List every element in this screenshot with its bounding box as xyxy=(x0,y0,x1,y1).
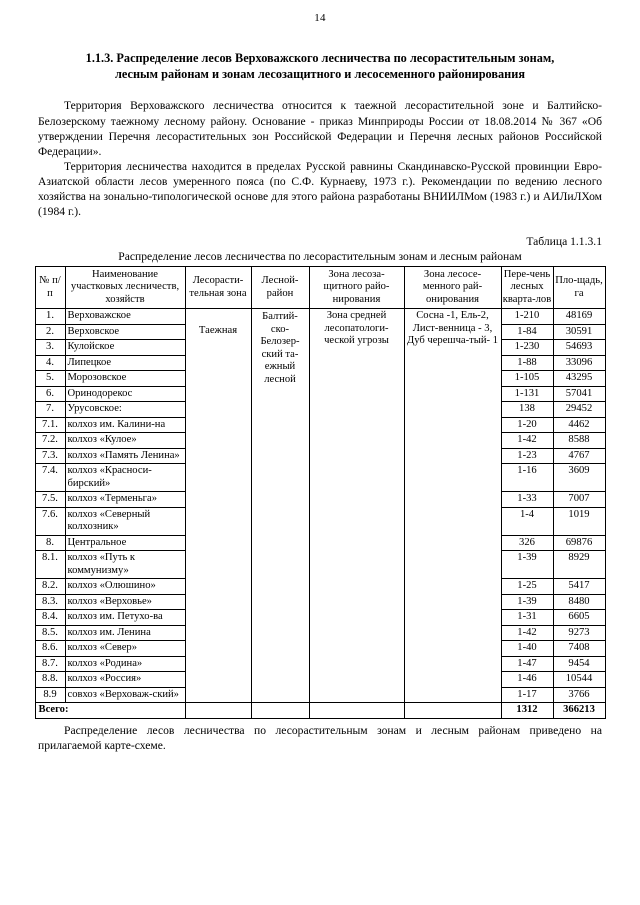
cell-quarters: 1-4 xyxy=(501,507,553,535)
cell-quarters: 1-25 xyxy=(501,579,553,595)
cell-total-label: Всего: xyxy=(35,703,185,719)
cell-quarters: 1-23 xyxy=(501,448,553,464)
table-caption: Распределение лесов лесничества по лесорастительным зонам и лесным районам xyxy=(118,249,522,263)
cell-name: Урусовское: xyxy=(65,402,185,418)
cell-name: Верховажское xyxy=(65,309,185,325)
cell-quarters: 1-33 xyxy=(501,492,553,508)
cell-name: Кулойское xyxy=(65,340,185,356)
cell-total-empty-zone xyxy=(185,703,251,719)
cell-name: колхоз им. Петухо-ва xyxy=(65,610,185,626)
cell-area: 8588 xyxy=(553,433,605,449)
cell-area: 3609 xyxy=(553,464,605,492)
cell-quarters: 1-42 xyxy=(501,625,553,641)
cell-name: Морозовское xyxy=(65,371,185,387)
table-header xyxy=(35,266,605,309)
cell-protection-zone-merged: Зона средней лесопатологи-ческой угрозы xyxy=(309,309,404,703)
cell-name: Центральное xyxy=(65,535,185,551)
paragraph-2: Территория лесничества находится в пределах Русской равнины Скандинавско-Русской провинции Евро-Азиатской области лесов умеренного пояса (по С.Ф. Курнаеву, 1973 г.). Рекомендации по ведению лесного хозяйства на зонально-типологической основе для этого района разработаны ВНИИЛМом (1983 г.) и АИЛиЛХом (1984 г.). xyxy=(38,159,602,218)
cell-num: 8.7. xyxy=(35,656,65,672)
cell-quarters: 1-39 xyxy=(501,551,553,579)
cell-quarters: 1-230 xyxy=(501,340,553,356)
cell-name: Верховское xyxy=(65,324,185,340)
cell-area: 6605 xyxy=(553,610,605,626)
cell-num: 8.6. xyxy=(35,641,65,657)
cell-num: 8. xyxy=(35,535,65,551)
cell-forest-region-merged: Балтий-ско-Белозер-ский та-ежный лесной xyxy=(251,309,309,703)
cell-name: совхоз «Верховаж-ский» xyxy=(65,687,185,703)
cell-area: 29452 xyxy=(553,402,605,418)
column-header-protection-zone: Зона лесоза-щитного райо-нирования xyxy=(309,266,404,309)
cell-num: 5. xyxy=(35,371,65,387)
cell-quarters: 1-46 xyxy=(501,672,553,688)
cell-num: 8.5. xyxy=(35,625,65,641)
cell-quarters: 326 xyxy=(501,535,553,551)
cell-name: колхоз «Кулое» xyxy=(65,433,185,449)
cell-name: колхоз «Терменьга» xyxy=(65,492,185,508)
cell-num: 7.4. xyxy=(35,464,65,492)
cell-name: колхоз «Верховье» xyxy=(65,594,185,610)
cell-quarters: 1-131 xyxy=(501,386,553,402)
cell-name: колхоз им. Ленина xyxy=(65,625,185,641)
table-number-caption: Таблица 1.1.3.1 xyxy=(526,234,602,248)
cell-quarters: 1-20 xyxy=(501,417,553,433)
table-body xyxy=(35,309,605,719)
column-header-zone: Лесорасти-тельная зона xyxy=(185,266,251,309)
cell-num: 8.9 xyxy=(35,687,65,703)
cell-num: 7.3. xyxy=(35,448,65,464)
cell-total-empty-region xyxy=(251,703,309,719)
column-header-num: № п/п xyxy=(35,266,65,309)
page-title xyxy=(52,50,588,82)
column-header-quarters: Пере-чень лесных кварта-лов xyxy=(501,266,553,309)
cell-total-empty-seed xyxy=(404,703,501,719)
cell-num: 7.6. xyxy=(35,507,65,535)
cell-quarters: 1-40 xyxy=(501,641,553,657)
column-header-region: Лесной-район xyxy=(251,266,309,309)
cell-seed-zone-merged: Сосна -1, Ель-2, Лист-венница - 3, Дуб черешча-тый- 1 xyxy=(404,309,501,703)
cell-area: 48169 xyxy=(553,309,605,325)
cell-quarters: 1-42 xyxy=(501,433,553,449)
cell-area: 33096 xyxy=(553,355,605,371)
cell-num: 1. xyxy=(35,309,65,325)
page-title-line-1: 1.1.3. Распределение лесов Верховажского лесничества по лесорастительным зонам, xyxy=(85,51,555,65)
column-header-name: Наименование участковых лесничеств, хозяйств xyxy=(65,266,185,309)
cell-name: Оринодорекос xyxy=(65,386,185,402)
cell-area: 57041 xyxy=(553,386,605,402)
cell-num: 7. xyxy=(35,402,65,418)
page-title-line-2: лесным районам и зонам лесозащитного и лесосеменного районирования xyxy=(115,67,525,82)
cell-num: 8.3. xyxy=(35,594,65,610)
cell-name: колхоз «Путь к коммунизму» xyxy=(65,551,185,579)
cell-name: колхоз «Север» xyxy=(65,641,185,657)
cell-quarters: 1-84 xyxy=(501,324,553,340)
cell-num: 7.2. xyxy=(35,433,65,449)
cell-num: 3. xyxy=(35,340,65,356)
cell-quarters: 1-47 xyxy=(501,656,553,672)
paragraph-footer: Распределение лесов лесничества по лесорастительным зонам и лесным районам приведено на прилагаемой карте-схеме. xyxy=(38,723,602,752)
cell-name: колхоз им. Калини-на xyxy=(65,417,185,433)
cell-area: 9454 xyxy=(553,656,605,672)
cell-num: 7.5. xyxy=(35,492,65,508)
cell-name: колхоз «Олюшино» xyxy=(65,579,185,595)
cell-quarters: 1-210 xyxy=(501,309,553,325)
cell-area: 1019 xyxy=(553,507,605,535)
cell-area: 10544 xyxy=(553,672,605,688)
cell-quarters: 1-105 xyxy=(501,371,553,387)
cell-num: 4. xyxy=(35,355,65,371)
cell-name: колхоз «Красноси-бирский» xyxy=(65,464,185,492)
cell-num: 8.8. xyxy=(35,672,65,688)
cell-name: колхоз «Россия» xyxy=(65,672,185,688)
table-total-row xyxy=(35,703,605,719)
cell-quarters: 1-39 xyxy=(501,594,553,610)
cell-quarters: 138 xyxy=(501,402,553,418)
paragraph-1: Территория Верховажского лесничества относится к таежной лесорастительной зоне и Балтийско-Белозерскому таежному лесному району. Основание - приказ Минприроды России от 18.08.2014 № 367 «Об утверждении Перечня лесорастительных зон Российской Федерации и Перечня лесных районов Российской Федерации». xyxy=(38,99,602,158)
cell-area: 7007 xyxy=(553,492,605,508)
cell-forest-zone-merged: Таежная xyxy=(185,309,251,703)
cell-area: 4767 xyxy=(553,448,605,464)
cell-area: 3766 xyxy=(553,687,605,703)
cell-quarters: 1-88 xyxy=(501,355,553,371)
cell-quarters: 1-31 xyxy=(501,610,553,626)
cell-name: колхоз «Родина» xyxy=(65,656,185,672)
cell-total-empty-protect xyxy=(309,703,404,719)
table-header-row xyxy=(35,266,605,309)
cell-total-area: 366213 xyxy=(553,703,605,719)
cell-area: 9273 xyxy=(553,625,605,641)
cell-area: 69876 xyxy=(553,535,605,551)
cell-quarters: 1-16 xyxy=(501,464,553,492)
forestry-distribution-table xyxy=(35,266,606,719)
column-header-seed-zone: Зона лесосе-менного рай-онирования xyxy=(404,266,501,309)
cell-name: Липецкое xyxy=(65,355,185,371)
table-row xyxy=(35,309,605,325)
cell-area: 4462 xyxy=(553,417,605,433)
cell-name: колхоз «Северный колхозник» xyxy=(65,507,185,535)
cell-area: 8480 xyxy=(553,594,605,610)
cell-area: 7408 xyxy=(553,641,605,657)
page-number: 14 xyxy=(314,12,326,24)
cell-name: колхоз «Память Ленина» xyxy=(65,448,185,464)
cell-area: 43295 xyxy=(553,371,605,387)
cell-num: 8.4. xyxy=(35,610,65,626)
cell-area: 30591 xyxy=(553,324,605,340)
cell-num: 8.1. xyxy=(35,551,65,579)
cell-total-quarters: 1312 xyxy=(501,703,553,719)
cell-quarters: 1-17 xyxy=(501,687,553,703)
cell-area: 5417 xyxy=(553,579,605,595)
cell-num: 2. xyxy=(35,324,65,340)
cell-area: 8929 xyxy=(553,551,605,579)
column-header-area: Пло-щадь, га xyxy=(553,266,605,309)
cell-area: 54693 xyxy=(553,340,605,356)
cell-num: 8.2. xyxy=(35,579,65,595)
cell-num: 6. xyxy=(35,386,65,402)
cell-num: 7.1. xyxy=(35,417,65,433)
